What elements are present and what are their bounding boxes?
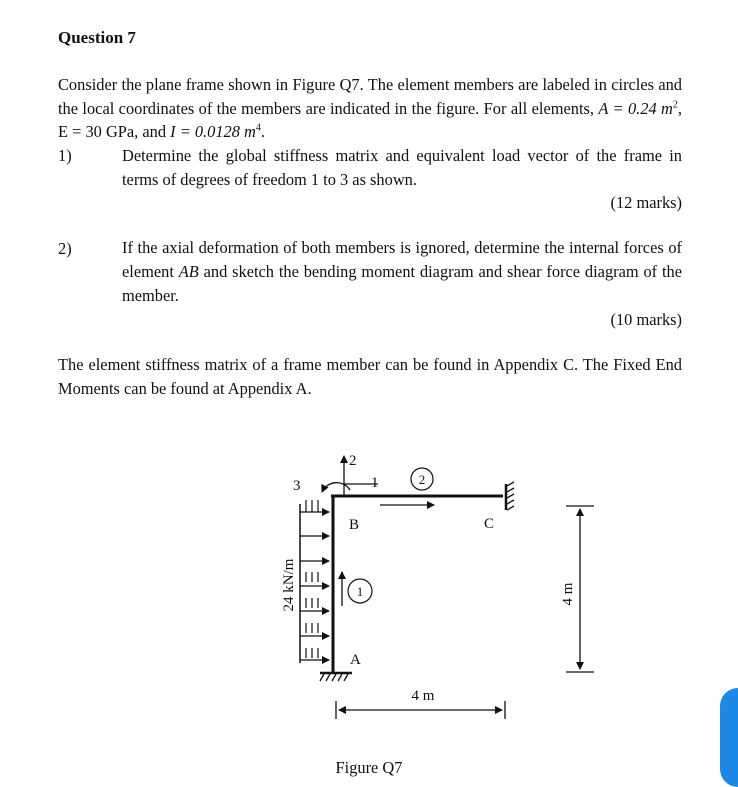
item-1-number: 1) [58,146,72,165]
fixed-support-c [506,482,514,510]
node-c-label: C [484,516,495,532]
appendix-note: The element stiffness matrix of a frame member can be found in Appendix C. The Fixed End Moments can be found at Appendix A. [58,355,682,398]
item-2-text-a: If the axial deformation of both members is ignored, determine the internal forces of element [122,238,682,281]
item-2-element: AB [178,262,199,281]
intro-text: Consider the plane frame shown in Figure Q7. The element members are labeled in circles and the local coordinates of the members are indicated in the figure. For all elements, [58,75,682,118]
item-2-text-b: and sketch the bending moment diagram and shear force diagram of the member. [122,262,682,305]
intro-end: . [260,122,265,141]
dof-1-label: 1 [371,475,379,491]
scroll-handle[interactable] [720,688,738,787]
distributed-load [300,500,329,663]
item-1-text: Determine the global stiffness matrix and equivalent load vector of the frame in terms of degrees of freedom 1 to 3 as shown. [122,146,682,189]
fixed-support-a [320,673,352,681]
span-label: 4 m [411,688,435,704]
load-label: 24 kN/m [281,558,297,612]
intro-modulus: , E = 30 GPa, and [58,98,682,141]
item-2-number: 2) [58,239,72,258]
sup-2: 2 [672,99,678,111]
node-a-label: A [350,652,361,668]
item-1-marks: (12 marks) [610,193,682,212]
element-1-label: 1 [356,584,364,599]
height-label: 4 m [560,582,576,606]
question-title: Question 7 [58,28,136,47]
node-b-label: B [349,517,360,533]
figure-caption: Figure Q7 [335,758,403,777]
dof-2-label: 2 [349,453,357,469]
sup-4: 4 [255,122,261,134]
item-2-marks: (10 marks) [610,310,682,329]
element-2-label: 2 [418,472,426,487]
intro-inertia: I = 0.0128 m [170,122,256,141]
intro-area: A = 0.24 m [598,98,673,118]
dof-3-label: 3 [293,478,301,494]
